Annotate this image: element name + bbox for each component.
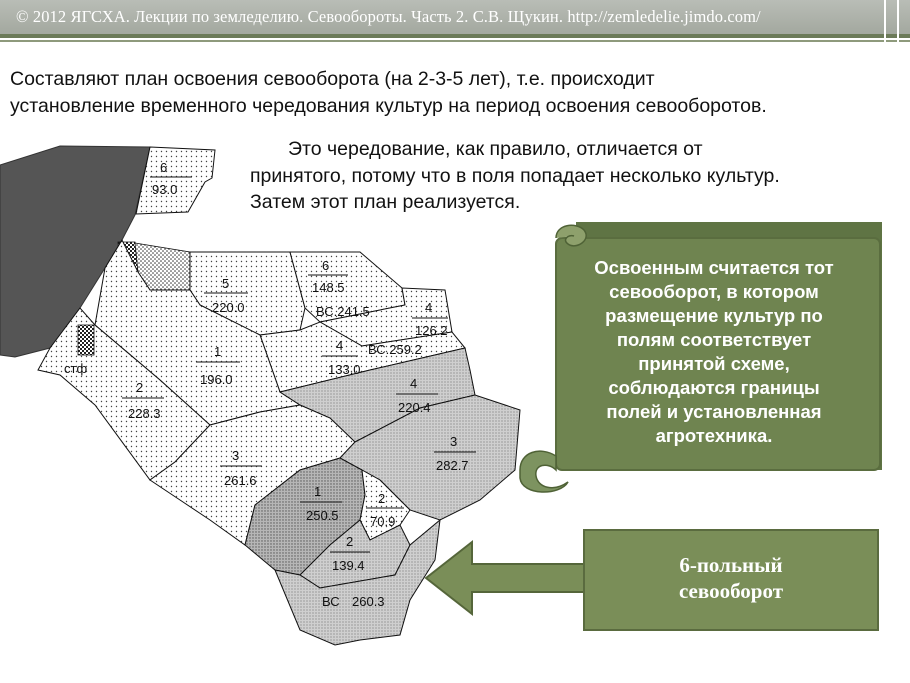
header-divider: [0, 34, 910, 38]
field-area: 196.0: [200, 372, 233, 387]
map-stf-building: [78, 325, 94, 355]
callout-line: соблюдаются границы: [608, 377, 820, 398]
field-area: 148.5: [312, 280, 345, 295]
field-area: 220.4: [398, 400, 431, 415]
field-number: 3: [450, 434, 458, 449]
note-line: принятого, потому что в поля попадает несколько культур.: [250, 164, 780, 187]
header-accent-bar: [884, 0, 886, 44]
arrow-text: [586, 552, 876, 604]
field-area: 70.9: [370, 514, 396, 529]
field-number: 4: [336, 338, 344, 353]
intro-line: Составляют план освоения севооборота (на 2-3-5 лет), т.е. происходит: [10, 68, 655, 90]
arrow-line: 6-польный: [679, 553, 783, 577]
field-number: 2: [378, 491, 386, 506]
field-number: 6: [322, 258, 330, 273]
header-accent-bar: [897, 0, 899, 44]
field-area: 126.2: [415, 323, 448, 338]
arrow-line: севооборот: [678, 579, 784, 603]
field-number: 5: [222, 276, 230, 291]
callout-line: севооборот, в котором: [609, 281, 819, 302]
callout-line: полям соответствует: [616, 329, 812, 350]
note-line: Это чередование, как правило, отличается от: [288, 138, 703, 160]
map-field: [136, 147, 215, 214]
field-number: 6: [160, 160, 168, 175]
field-number: 1: [314, 484, 322, 499]
callout-line: Освоенным считается тот: [594, 257, 834, 278]
field-area: 133.0: [328, 362, 361, 377]
field-number: 2: [136, 380, 144, 395]
field-area: 93.0: [152, 182, 178, 197]
field-number: 2: [346, 534, 354, 549]
field-area: 250.5: [306, 508, 339, 523]
field-area: 282.7: [436, 458, 469, 473]
field-area: 220.0: [212, 300, 245, 315]
intro-line: установление временного чередования культур на период освоения севооборотов.: [10, 95, 767, 117]
callout-line: агротехника.: [655, 425, 773, 446]
field-number: 4: [425, 300, 433, 315]
field-area: 261.6: [224, 473, 257, 488]
field-number: 4: [410, 376, 418, 391]
intro-paragraph: [10, 66, 900, 120]
field-tag: ВС.259.2: [368, 342, 422, 357]
field-area: 260.3: [352, 594, 385, 609]
note-paragraph: [250, 136, 890, 216]
field-area: 139.4: [332, 558, 365, 573]
field-number: 1: [214, 344, 222, 359]
stf-label: стф: [64, 361, 88, 376]
field-area: 228.3: [128, 406, 161, 421]
field-tag: ВС.241.5: [316, 304, 370, 319]
callout-line: размещение культур по: [605, 305, 823, 326]
note-line: Затем этот план реализуется.: [250, 191, 521, 213]
callout-text: [558, 256, 870, 448]
field-tag: ВС: [322, 594, 340, 609]
callout-line: полей и установленная: [606, 401, 822, 422]
callout-line: принятой схеме,: [638, 353, 790, 374]
header-text: © 2012 ЯГСХА. Лекции по земледелию. Севообороты. Часть 2. С.В. Щукин. http://zemledelie.jimdo.com/: [16, 7, 761, 26]
header-divider-thin: [0, 40, 910, 42]
field-number: 3: [232, 448, 240, 463]
field-label: [322, 594, 385, 609]
